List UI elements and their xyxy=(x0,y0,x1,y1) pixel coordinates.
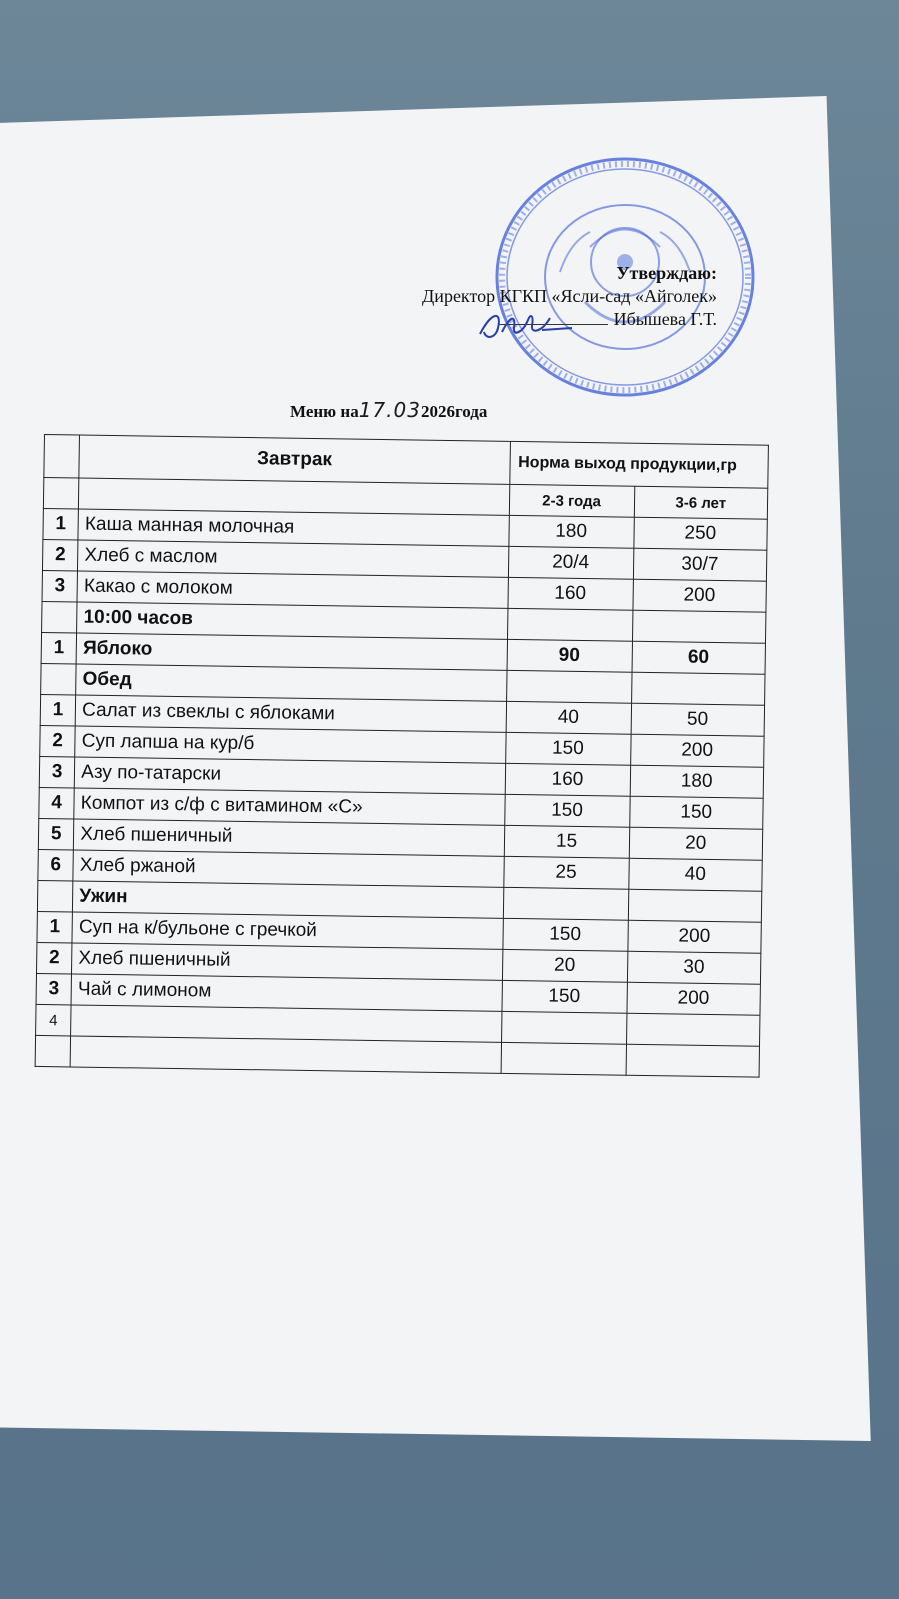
menu-title-suffix: года xyxy=(454,402,488,421)
table-row: 3 Какао с молоком 160 200 xyxy=(42,570,766,612)
table-row: 3 Азу по-татарски 160 180 xyxy=(39,756,763,798)
table-row: 3 Чай с лимоном 150 200 xyxy=(36,973,760,1015)
table-row: 5 Хлеб пшеничный 15 20 xyxy=(38,818,762,860)
table-row: 1 Яблоко 90 60 xyxy=(41,632,765,674)
table-row: 1 Салат из свеклы с яблоками 40 50 xyxy=(40,694,764,736)
approval-name: Ибышева Г.Т. xyxy=(613,309,717,329)
table-row: 4 xyxy=(36,1004,760,1046)
subheader-age1: 2-3 года xyxy=(509,484,634,517)
table-row: 2 Суп лапша на кур/б 150 200 xyxy=(40,725,764,767)
section-lunch: Обед xyxy=(41,663,765,705)
section-snack: 10:00 часов xyxy=(42,601,766,643)
table-row: 6 Хлеб ржаной 25 40 xyxy=(38,849,762,891)
section-dinner: Ужин xyxy=(37,880,761,922)
table-row: 1 Суп на к/бульоне с гречкой 150 200 xyxy=(37,911,761,953)
header-breakfast: Завтрак xyxy=(79,435,510,484)
menu-date-handwritten: 17.03 xyxy=(358,398,421,422)
header-norm: Норма выход продукции,гр xyxy=(509,441,768,488)
subheader-age2: 3-6 лет xyxy=(634,486,768,519)
approval-director: Директор КГКП «Ясли-сад «Айголек» xyxy=(422,286,717,306)
menu-year: 2026 xyxy=(420,402,455,421)
signature-icon xyxy=(472,306,582,346)
table-row: 1 Каша манная молочная 180 250 xyxy=(43,508,767,550)
menu-title-prefix: Меню на xyxy=(290,402,359,421)
menu-title xyxy=(290,398,487,422)
approval-title: Утверждаю: xyxy=(616,263,717,283)
menu-table xyxy=(35,434,769,1078)
table-row: 4 Компот из с/ф с витамином «С» 150 150 xyxy=(39,787,763,829)
table-row: 2 Хлеб пшеничный 20 30 xyxy=(36,942,760,984)
table-row: 2 Хлеб с маслом 20/4 30/7 xyxy=(42,539,766,581)
